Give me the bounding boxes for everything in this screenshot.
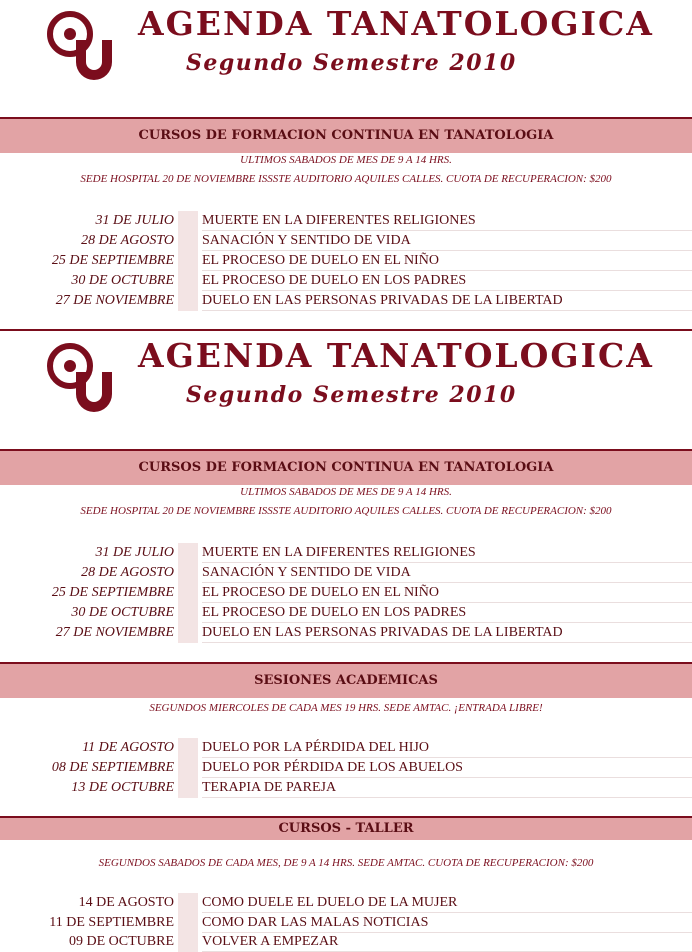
row-date: 25 DE SEPTIEMBRE <box>51 585 174 600</box>
row-topic: DUELO POR PÉRDIDA DE LOS ABUELOS <box>202 758 692 778</box>
row-date: 28 DE AGOSTO <box>81 233 174 248</box>
row-date: 30 DE OCTUBRE <box>71 273 174 288</box>
table-row <box>0 231 692 251</box>
row-topic: EL PROCESO DE DUELO EN LOS PADRES <box>202 271 692 291</box>
row-topic: EL PROCESO DE DUELO EN EL NIÑO <box>202 251 692 271</box>
row-date: 28 DE AGOSTO <box>81 565 174 580</box>
table-row <box>0 251 692 271</box>
row-date: 08 DE SEPTIEMBRE <box>51 760 174 775</box>
section-note: SEGUNDOS SABADOS DE CADA MES, DE 9 A 14 HRS. SEDE AMTAC. CUOTA DE RECUPERACION: $200 <box>98 857 594 869</box>
section-note: ULTIMOS SABADOS DE MES DE 9 A 14 HRS. <box>240 486 452 498</box>
section-note: ULTIMOS SABADOS DE MES DE 9 A 14 HRS. <box>240 154 452 166</box>
table-row <box>0 913 692 933</box>
section-divider <box>0 329 692 331</box>
logo-icon <box>46 10 118 82</box>
section-note: SEDE HOSPITAL 20 DE NOVIEMBRE ISSSTE AUDITORIO AQUILES CALLES. CUOTA DE RECUPERACION: $200 <box>80 173 612 185</box>
row-date: 27 DE NOVIEMBRE <box>55 625 174 640</box>
row-spacer <box>178 893 198 913</box>
section-title: CURSOS - TALLER <box>0 816 692 840</box>
page-subtitle: Segundo Semestre 2010 <box>186 382 517 408</box>
table-row <box>0 271 692 291</box>
section-title: CURSOS DE FORMACION CONTINUA EN TANATOLOGIA <box>0 117 692 153</box>
table-row <box>0 603 692 623</box>
page-title: AGENDA TANATOLOGICA <box>138 4 654 43</box>
row-spacer <box>178 251 198 271</box>
row-topic: MUERTE EN LA DIFERENTES RELIGIONES <box>202 211 692 231</box>
table-row <box>0 583 692 603</box>
table-row <box>0 563 692 583</box>
table-row <box>0 623 692 643</box>
table-row <box>0 758 692 778</box>
table-row <box>0 778 692 798</box>
row-topic: MUERTE EN LA DIFERENTES RELIGIONES <box>202 543 692 563</box>
row-spacer <box>178 738 198 758</box>
section-note: SEDE HOSPITAL 20 DE NOVIEMBRE ISSSTE AUDITORIO AQUILES CALLES. CUOTA DE RECUPERACION: $200 <box>80 505 612 517</box>
page-subtitle: Segundo Semestre 2010 <box>186 50 517 76</box>
logo-icon <box>46 342 118 414</box>
row-date: 11 DE AGOSTO <box>82 740 174 755</box>
row-date: 13 DE OCTUBRE <box>71 780 174 795</box>
section-title: CURSOS DE FORMACION CONTINUA EN TANATOLOGIA <box>0 449 692 485</box>
table-row <box>0 893 692 913</box>
row-topic: DUELO POR LA PÉRDIDA DEL HIJO <box>202 738 692 758</box>
row-spacer <box>178 291 198 311</box>
row-spacer <box>178 932 198 952</box>
table-row <box>0 738 692 758</box>
row-spacer <box>178 913 198 933</box>
row-spacer <box>178 623 198 643</box>
page-title: AGENDA TANATOLOGICA <box>138 336 654 375</box>
row-topic: DUELO EN LAS PERSONAS PRIVADAS DE LA LIBERTAD <box>202 623 692 643</box>
row-spacer <box>178 603 198 623</box>
row-topic: EL PROCESO DE DUELO EN EL NIÑO <box>202 583 692 603</box>
row-date: 11 DE SEPTIEMBRE <box>49 915 174 930</box>
row-spacer <box>178 583 198 603</box>
row-topic: SANACIÓN Y SENTIDO DE VIDA <box>202 231 692 251</box>
header-top <box>0 0 692 92</box>
row-spacer <box>178 231 198 251</box>
row-topic: VOLVER A EMPEZAR <box>202 932 692 952</box>
row-topic: EL PROCESO DE DUELO EN LOS PADRES <box>202 603 692 623</box>
table-row <box>0 543 692 563</box>
row-date: 31 DE JULIO <box>95 545 174 560</box>
row-topic: COMO DAR LAS MALAS NOTICIAS <box>202 913 692 933</box>
row-spacer <box>178 778 198 798</box>
table-row <box>0 291 692 311</box>
row-date: 27 DE NOVIEMBRE <box>55 293 174 308</box>
row-spacer <box>178 543 198 563</box>
row-topic: DUELO EN LAS PERSONAS PRIVADAS DE LA LIBERTAD <box>202 291 692 311</box>
row-topic: TERAPIA DE PAREJA <box>202 778 692 798</box>
section-title: SESIONES ACADEMICAS <box>0 662 692 698</box>
row-date: 25 DE SEPTIEMBRE <box>51 253 174 268</box>
row-date: 31 DE JULIO <box>95 213 174 228</box>
table-row <box>0 932 692 952</box>
section-note: SEGUNDOS MIERCOLES DE CADA MES 19 HRS. SEDE AMTAC. ¡ENTRADA LIBRE! <box>149 702 543 714</box>
row-spacer <box>178 211 198 231</box>
row-date: 14 DE AGOSTO <box>78 895 174 910</box>
row-date: 09 DE OCTUBRE <box>69 934 174 949</box>
row-date: 30 DE OCTUBRE <box>71 605 174 620</box>
row-spacer <box>178 271 198 291</box>
table-row <box>0 211 692 231</box>
row-spacer <box>178 563 198 583</box>
header-repeat <box>0 332 692 424</box>
row-topic: COMO DUELE EL DUELO DE LA MUJER <box>202 893 692 913</box>
row-topic: SANACIÓN Y SENTIDO DE VIDA <box>202 563 692 583</box>
row-spacer <box>178 758 198 778</box>
